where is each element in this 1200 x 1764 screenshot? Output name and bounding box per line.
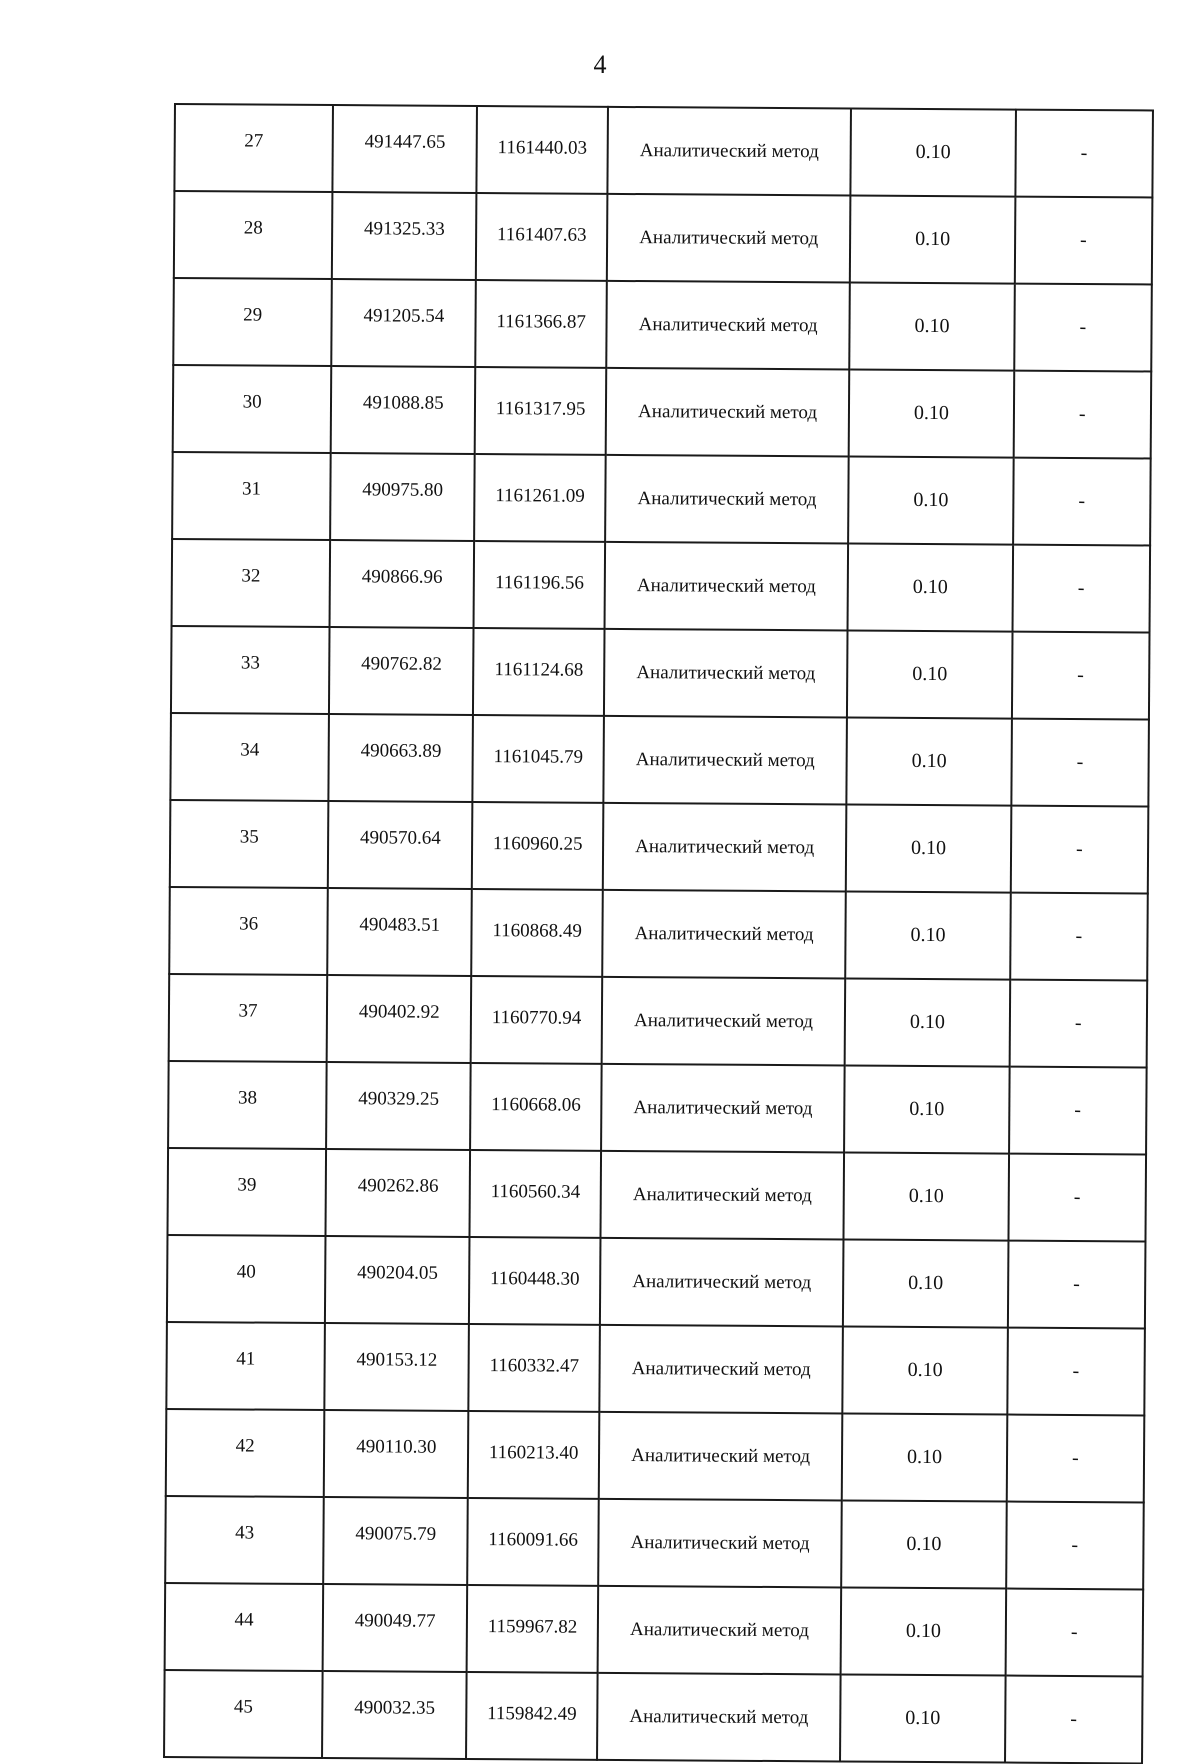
note-cell: -	[1008, 1154, 1146, 1242]
x-coordinate-cell: 490329.25	[326, 1062, 471, 1150]
point-number-cell: 38	[168, 1061, 327, 1149]
y-coordinate-cell: 1161045.79	[473, 715, 604, 803]
method-cell: Аналитический метод	[604, 542, 848, 631]
table-row	[174, 191, 1153, 284]
precision-cell: 0.10	[851, 108, 1016, 196]
note-cell: -	[1013, 371, 1151, 459]
x-coordinate-cell: 490032.35	[322, 1671, 467, 1759]
precision-cell: 0.10	[848, 543, 1013, 631]
x-coordinate-cell: 490110.30	[324, 1410, 469, 1498]
note-cell: -	[1008, 1241, 1146, 1329]
precision-cell: 0.10	[844, 1065, 1009, 1153]
table-row	[173, 278, 1152, 371]
precision-cell: 0.10	[841, 1587, 1006, 1675]
point-number-cell: 30	[173, 365, 332, 453]
point-number-cell: 36	[169, 887, 328, 975]
precision-cell: 0.10	[843, 1326, 1008, 1414]
note-cell: -	[1012, 632, 1150, 720]
y-coordinate-cell: 1161440.03	[477, 106, 608, 194]
x-coordinate-cell: 490663.89	[329, 714, 474, 802]
method-cell: Аналитический метод	[605, 455, 849, 544]
y-coordinate-cell: 1160868.49	[472, 889, 603, 977]
note-cell: -	[1009, 980, 1147, 1068]
y-coordinate-cell: 1161366.87	[476, 280, 607, 368]
table-row	[168, 1061, 1147, 1154]
method-cell: Аналитический метод	[603, 803, 847, 892]
method-cell: Аналитический метод	[601, 1064, 845, 1153]
x-coordinate-cell: 490153.12	[325, 1323, 470, 1411]
method-cell: Аналитический метод	[606, 368, 850, 457]
point-number-cell: 43	[165, 1496, 324, 1584]
method-cell: Аналитический метод	[599, 1412, 843, 1501]
method-cell: Аналитический метод	[603, 716, 847, 805]
note-cell: -	[1010, 806, 1148, 894]
point-number-cell: 34	[170, 713, 329, 801]
note-cell: -	[1011, 719, 1149, 807]
note-cell: -	[1005, 1676, 1143, 1764]
note-cell: -	[1006, 1415, 1144, 1503]
precision-cell: 0.10	[842, 1500, 1007, 1588]
x-coordinate-cell: 490204.05	[325, 1236, 470, 1324]
precision-cell: 0.10	[846, 891, 1011, 979]
note-cell: -	[1009, 1067, 1147, 1155]
table-row	[174, 104, 1153, 197]
y-coordinate-cell: 1159842.49	[466, 1672, 597, 1760]
method-cell: Аналитический метод	[597, 1673, 841, 1762]
y-coordinate-cell: 1161124.68	[473, 628, 604, 716]
method-cell: Аналитический метод	[607, 194, 851, 283]
note-cell: -	[1014, 197, 1152, 285]
precision-cell: 0.10	[847, 630, 1012, 718]
point-number-cell: 40	[167, 1235, 326, 1323]
table-row	[172, 539, 1151, 632]
point-number-cell: 31	[172, 452, 331, 540]
table-row	[173, 365, 1152, 458]
precision-cell: 0.10	[850, 195, 1015, 283]
y-coordinate-cell: 1159967.82	[467, 1585, 598, 1673]
point-number-cell: 29	[173, 278, 332, 366]
y-coordinate-cell: 1160448.30	[469, 1237, 600, 1325]
method-cell: Аналитический метод	[598, 1499, 842, 1588]
table-row	[171, 626, 1150, 719]
x-coordinate-cell: 490075.79	[323, 1497, 468, 1585]
method-cell: Аналитический метод	[599, 1325, 843, 1414]
y-coordinate-cell: 1161317.95	[475, 367, 606, 455]
precision-cell: 0.10	[846, 804, 1011, 892]
x-coordinate-cell: 490262.86	[326, 1149, 471, 1237]
x-coordinate-cell: 490975.80	[330, 453, 475, 541]
x-coordinate-cell: 490483.51	[327, 888, 472, 976]
precision-cell: 0.10	[844, 1152, 1009, 1240]
method-cell: Аналитический метод	[602, 890, 846, 979]
precision-cell: 0.10	[848, 456, 1013, 544]
precision-cell: 0.10	[850, 282, 1015, 370]
method-cell: Аналитический метод	[597, 1586, 841, 1675]
y-coordinate-cell: 1160668.06	[470, 1063, 601, 1151]
note-cell: -	[1006, 1502, 1144, 1590]
x-coordinate-cell: 491325.33	[332, 192, 477, 280]
point-number-cell: 39	[167, 1148, 326, 1236]
method-cell: Аналитический метод	[601, 977, 845, 1066]
x-coordinate-cell: 491447.65	[333, 105, 478, 193]
note-cell: -	[1012, 545, 1150, 633]
table-row	[170, 713, 1149, 806]
point-number-cell: 41	[166, 1322, 325, 1410]
point-number-cell: 32	[172, 539, 331, 627]
table-row	[170, 800, 1149, 893]
point-number-cell: 33	[171, 626, 330, 714]
y-coordinate-cell: 1160213.40	[468, 1411, 599, 1499]
table-row	[166, 1409, 1145, 1502]
table-row	[172, 452, 1151, 545]
point-number-cell: 44	[165, 1583, 324, 1671]
method-cell: Аналитический метод	[604, 629, 848, 718]
precision-cell: 0.10	[849, 369, 1014, 457]
note-cell: -	[1013, 458, 1151, 546]
y-coordinate-cell: 1160332.47	[469, 1324, 600, 1412]
y-coordinate-cell: 1160560.34	[470, 1150, 601, 1238]
x-coordinate-cell: 491205.54	[331, 279, 476, 367]
note-cell: -	[1015, 110, 1153, 198]
y-coordinate-cell: 1160960.25	[472, 802, 603, 890]
precision-cell: 0.10	[845, 978, 1010, 1066]
point-number-cell: 35	[170, 800, 329, 888]
precision-cell: 0.10	[847, 717, 1012, 805]
table-row	[167, 1148, 1146, 1241]
y-coordinate-cell: 1161196.56	[474, 541, 605, 629]
point-number-cell: 37	[169, 974, 328, 1062]
table-row	[165, 1496, 1144, 1589]
table-row	[169, 974, 1148, 1067]
precision-cell: 0.10	[842, 1413, 1007, 1501]
note-cell: -	[1014, 284, 1152, 372]
table-row	[166, 1322, 1145, 1415]
y-coordinate-cell: 1161407.63	[476, 193, 607, 281]
page-number: 4	[593, 50, 607, 79]
y-coordinate-cell: 1160770.94	[471, 976, 602, 1064]
table-row	[164, 1670, 1143, 1763]
point-number-cell: 45	[164, 1670, 323, 1758]
note-cell: -	[1007, 1328, 1145, 1416]
point-number-cell: 27	[174, 104, 333, 192]
point-number-cell: 28	[174, 191, 333, 279]
precision-cell: 0.10	[843, 1239, 1008, 1327]
x-coordinate-cell: 490762.82	[329, 627, 474, 715]
x-coordinate-cell: 490570.64	[328, 801, 473, 889]
method-cell: Аналитический метод	[600, 1151, 844, 1240]
table-row	[169, 887, 1148, 980]
x-coordinate-cell: 490049.77	[323, 1584, 468, 1672]
x-coordinate-cell: 490866.96	[330, 540, 475, 628]
method-cell: Аналитический метод	[606, 281, 850, 370]
method-cell: Аналитический метод	[607, 107, 851, 196]
precision-cell: 0.10	[840, 1674, 1005, 1762]
coordinates-table-body	[164, 104, 1153, 1763]
x-coordinate-cell: 490402.92	[327, 975, 472, 1063]
y-coordinate-cell: 1161261.09	[474, 454, 605, 542]
note-cell: -	[1010, 893, 1148, 981]
y-coordinate-cell: 1160091.66	[468, 1498, 599, 1586]
table-row	[165, 1583, 1144, 1676]
coordinates-table	[163, 103, 1154, 1764]
x-coordinate-cell: 491088.85	[331, 366, 476, 454]
point-number-cell: 42	[166, 1409, 325, 1497]
table-row	[167, 1235, 1146, 1328]
note-cell: -	[1005, 1589, 1143, 1677]
method-cell: Аналитический метод	[600, 1238, 844, 1327]
